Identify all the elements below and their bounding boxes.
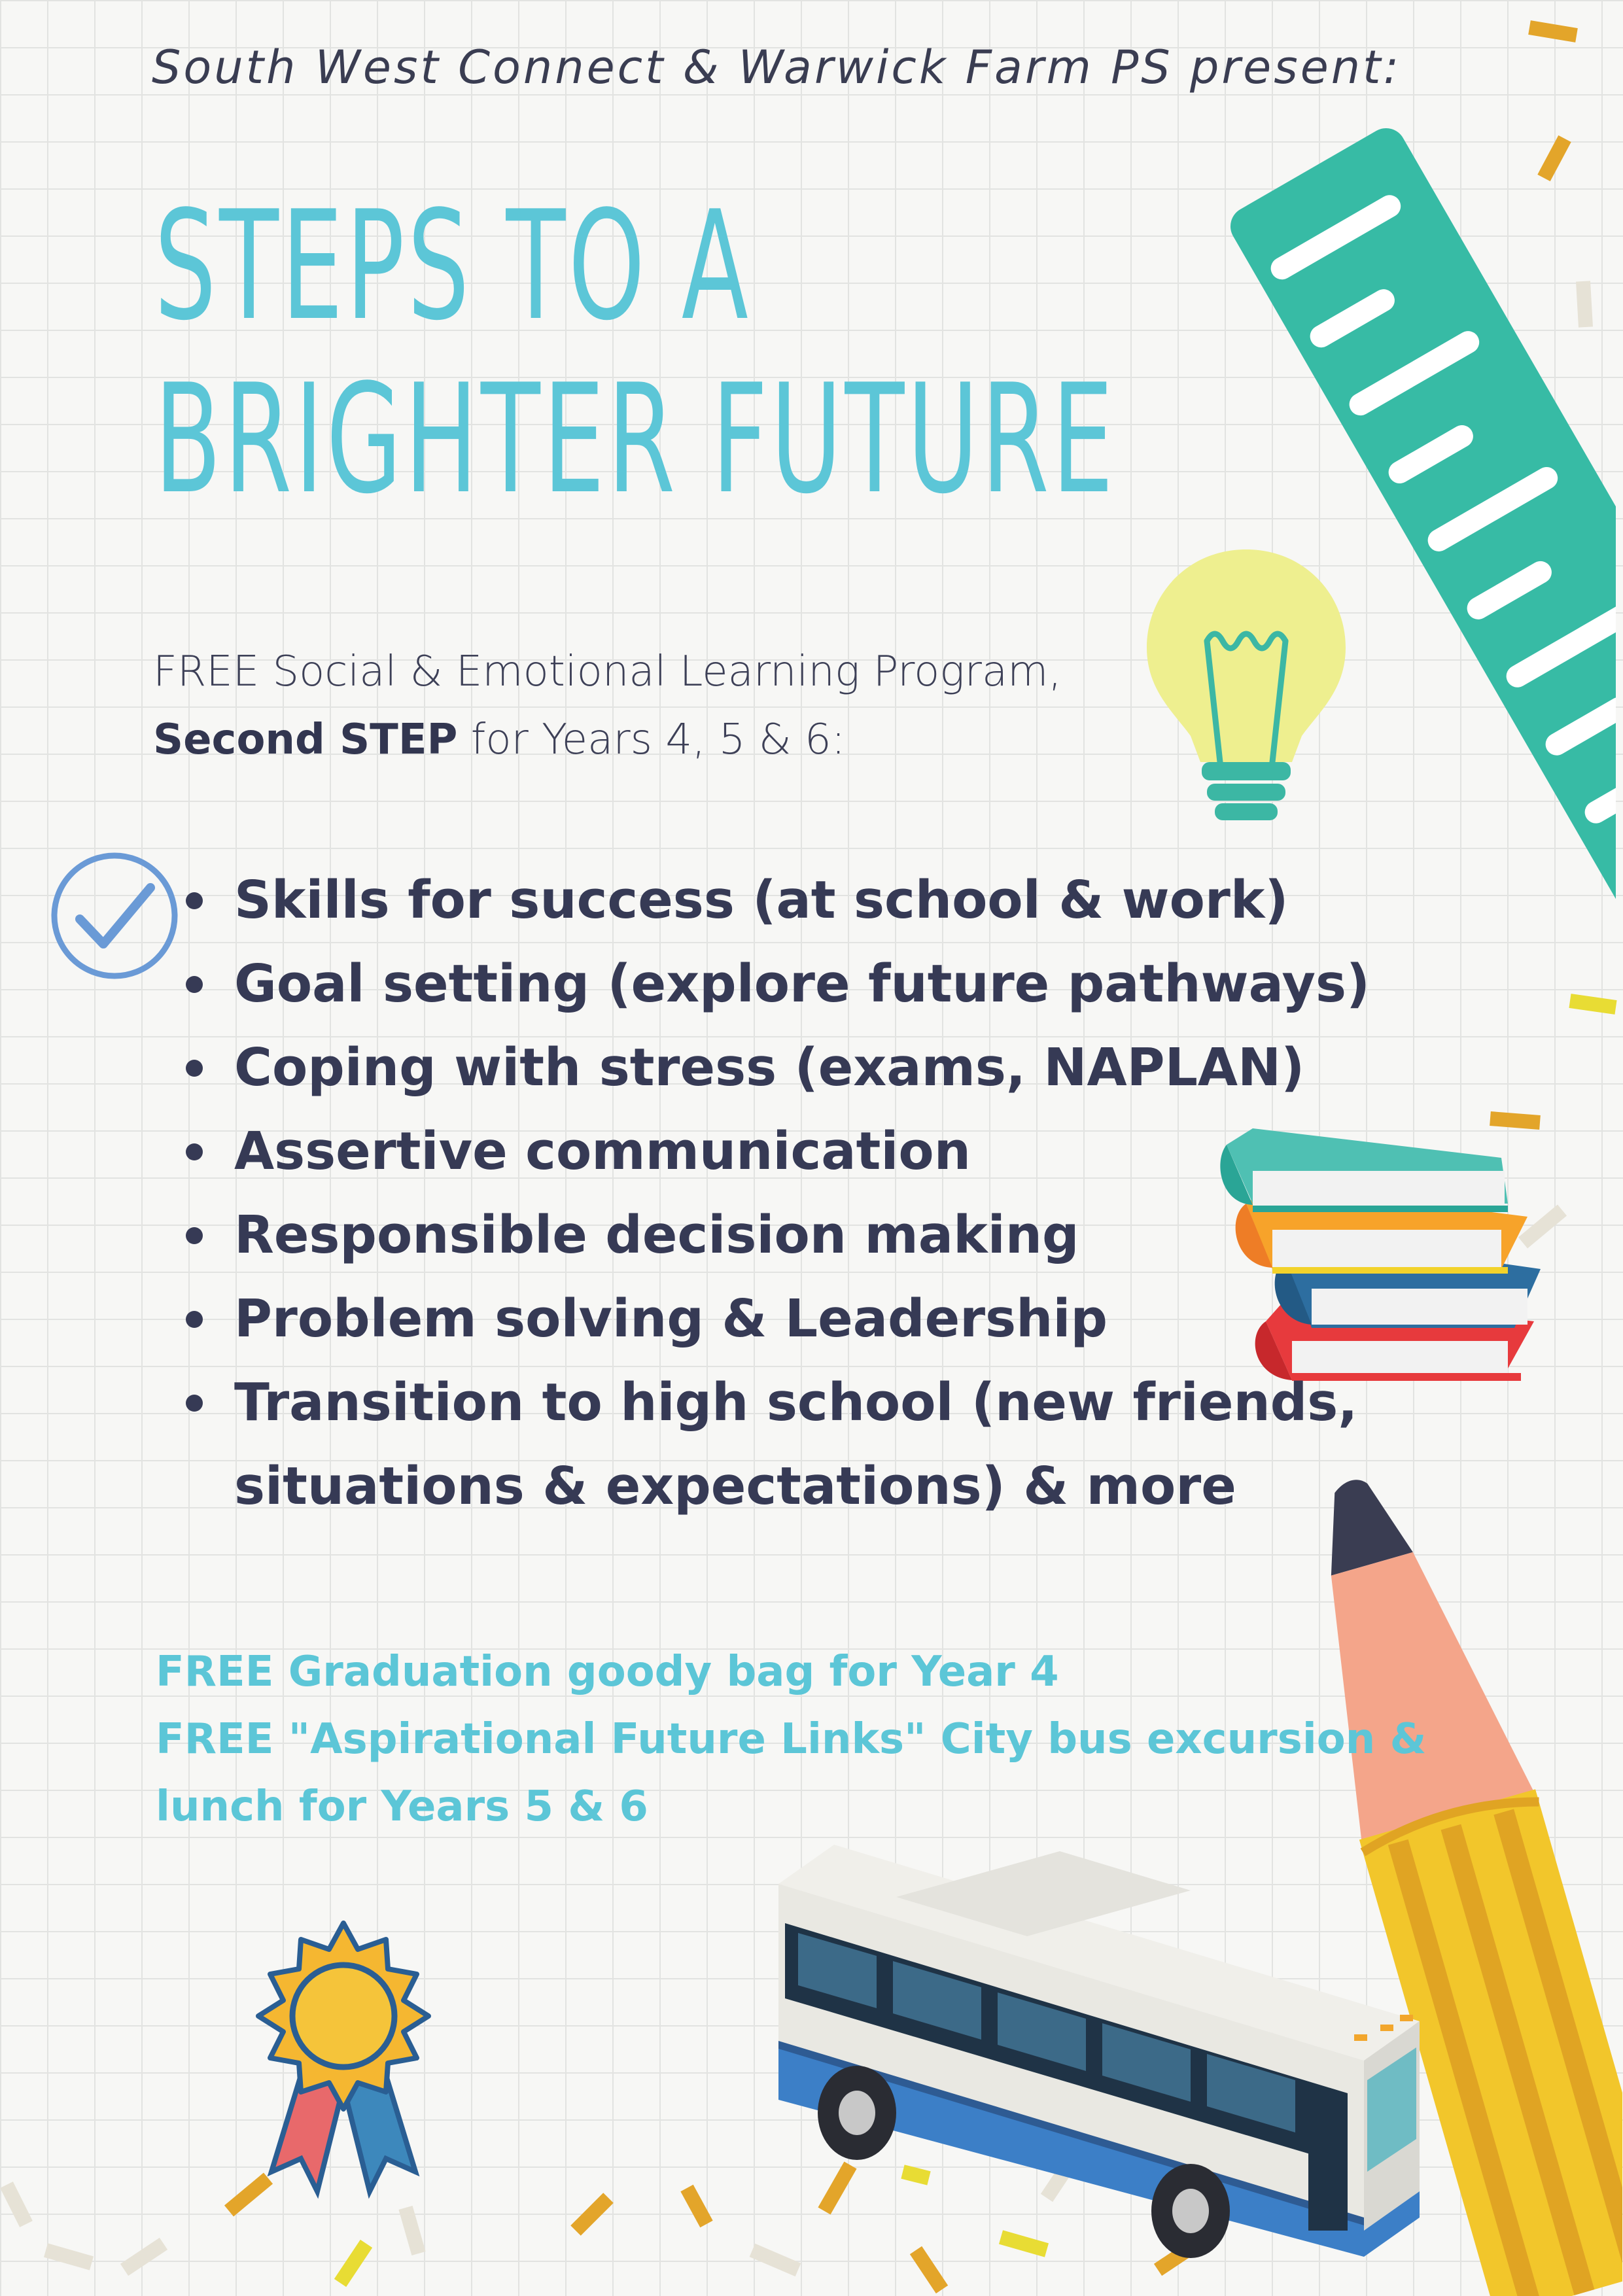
skill-item: Assertive communication [183,1109,1370,1193]
title-line-2: BRIGHTER FUTURE [154,353,1117,527]
skill-item: Skills for success (at school & work) [183,858,1370,942]
program-name: Second STEP [153,716,458,764]
checkmark-circle-icon [46,847,183,984]
intro-line-2 [153,706,1200,774]
title-line-1: STEPS TO A [154,179,752,354]
skill-item-continuation: situations & expectations) & more [234,1456,1236,1516]
program-intro [153,638,1200,774]
perk-item: FREE "Aspirational Future Links" City bus excursion & [156,1715,1427,1764]
skill-item: Problem solving & Leadership [183,1277,1370,1361]
skill-item: Transition to high school (new friends, [183,1361,1370,1444]
presenter-line: South West Connect & Warwick Farm PS present: [152,41,1402,94]
perks-list [156,1639,1451,1841]
skill-item: Goal setting (explore future pathways) [183,942,1370,1026]
perk-item: lunch for Years 5 & 6 [156,1783,648,1831]
intro-years: for Years 4, 5 & 6: [457,716,846,764]
bus-icon [772,1825,1426,2283]
skill-item: Responsible decision making [183,1193,1370,1277]
page-title [154,179,1117,527]
award-ribbon-icon [245,1917,442,2204]
skill-item: Coping with stress (exams, NAPLAN) [183,1026,1370,1109]
perk-item: FREE Graduation goody bag for Year 4 [156,1648,1059,1696]
intro-line-1: FREE Social & Emotional Learning Program, [153,648,1062,696]
skills-list [183,858,1370,1528]
